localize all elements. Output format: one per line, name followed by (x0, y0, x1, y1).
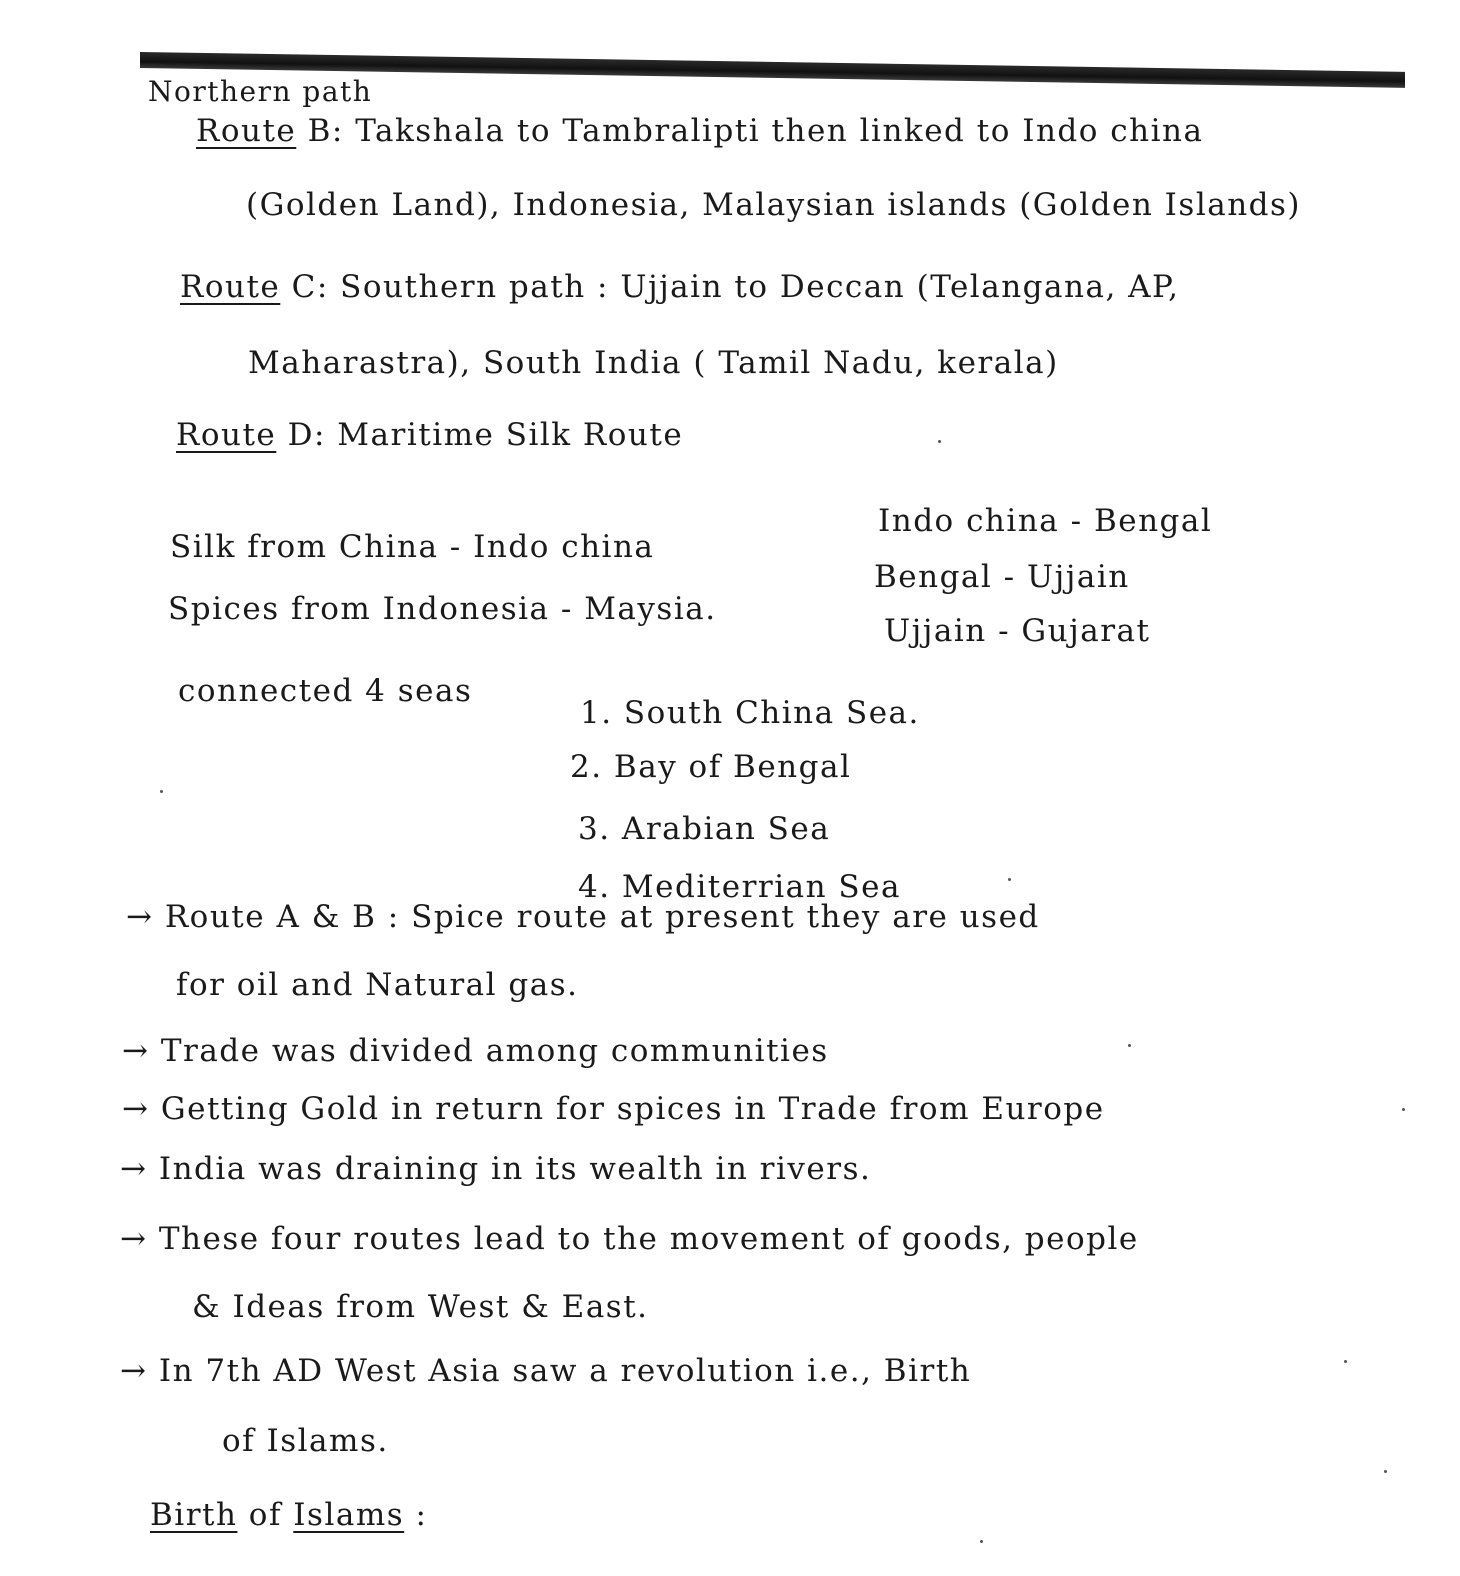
bullet-6-line-2: of Islams. (222, 1423, 389, 1459)
route-d-label: Route (176, 417, 277, 453)
scan-speck (160, 790, 163, 793)
scan-speck (1008, 878, 1011, 881)
closing-heading-part-4: : (404, 1497, 428, 1533)
route-c-line-1 (180, 269, 1180, 305)
route-b-tag: B (296, 113, 332, 149)
route-d-tag: D (276, 417, 314, 453)
bullet-4: → India was draining in its wealth in rivers. (120, 1151, 872, 1187)
scan-speck (1128, 1044, 1131, 1047)
pair-2: Bengal - Ujjain (874, 559, 1130, 595)
closing-heading-part-3: Islams (293, 1497, 405, 1533)
bullet-6-line-1: → In 7th AD West Asia saw a revolution i.e., Birth (120, 1353, 972, 1389)
route-d-line (176, 417, 684, 453)
route-c-line-2: Maharastra), South India ( Tamil Nadu, kerala) (248, 345, 1059, 381)
route-b-line-1 (196, 113, 1204, 149)
route-c-text-1: : Southern path : Ujjain to Deccan (Telangana, AP, (316, 269, 1180, 305)
sea-2: 2. Bay of Bengal (570, 749, 852, 785)
scan-speck (1402, 1108, 1405, 1111)
silk-line: Silk from China - Indo china (170, 529, 655, 565)
route-b-text-1: : Takshala to Tambralipti then linked to Indo china (331, 113, 1204, 149)
spices-line: Spices from Indonesia - Maysia. (168, 591, 717, 627)
bullet-5-line-2: & Ideas from West & East. (192, 1289, 649, 1325)
route-d-text: : Maritime Silk Route (314, 417, 684, 453)
bullet-1-line-2: for oil and Natural gas. (176, 967, 579, 1003)
route-b-label: Route (196, 113, 297, 149)
route-c-tag: C (280, 269, 317, 305)
sea-3: 3. Arabian Sea (578, 811, 831, 847)
scan-speck (1384, 1470, 1387, 1473)
scan-speck (980, 1540, 983, 1543)
bullet-5-line-1: → These four routes lead to the movement of goods, people (120, 1221, 1139, 1257)
sea-4: 4. Mediterrian Sea (578, 869, 901, 905)
sea-1: 1. South China Sea. (580, 695, 920, 731)
closing-heading-part-2: of (237, 1497, 294, 1533)
bullet-3: → Getting Gold in return for spices in Trade from Europe (122, 1091, 1105, 1127)
pair-3: Ujjain - Gujarat (884, 613, 1151, 649)
scan-speck (1344, 1360, 1347, 1363)
route-c-label: Route (180, 269, 281, 305)
route-b-line-2: (Golden Land), Indonesia, Malaysian islands (Golden Islands) (246, 187, 1302, 223)
bullet-2: → Trade was divided among communities (122, 1033, 829, 1069)
pair-1: Indo china - Bengal (878, 503, 1213, 539)
scan-speck (938, 440, 941, 443)
closing-heading (150, 1497, 428, 1533)
bullet-1-line-1: → Route A & B : Spice route at present they are used (126, 899, 1040, 935)
closing-heading-part-1: Birth (150, 1497, 238, 1533)
seas-intro: connected 4 seas (178, 673, 473, 709)
heading-northern-path: Northern path (148, 75, 373, 108)
